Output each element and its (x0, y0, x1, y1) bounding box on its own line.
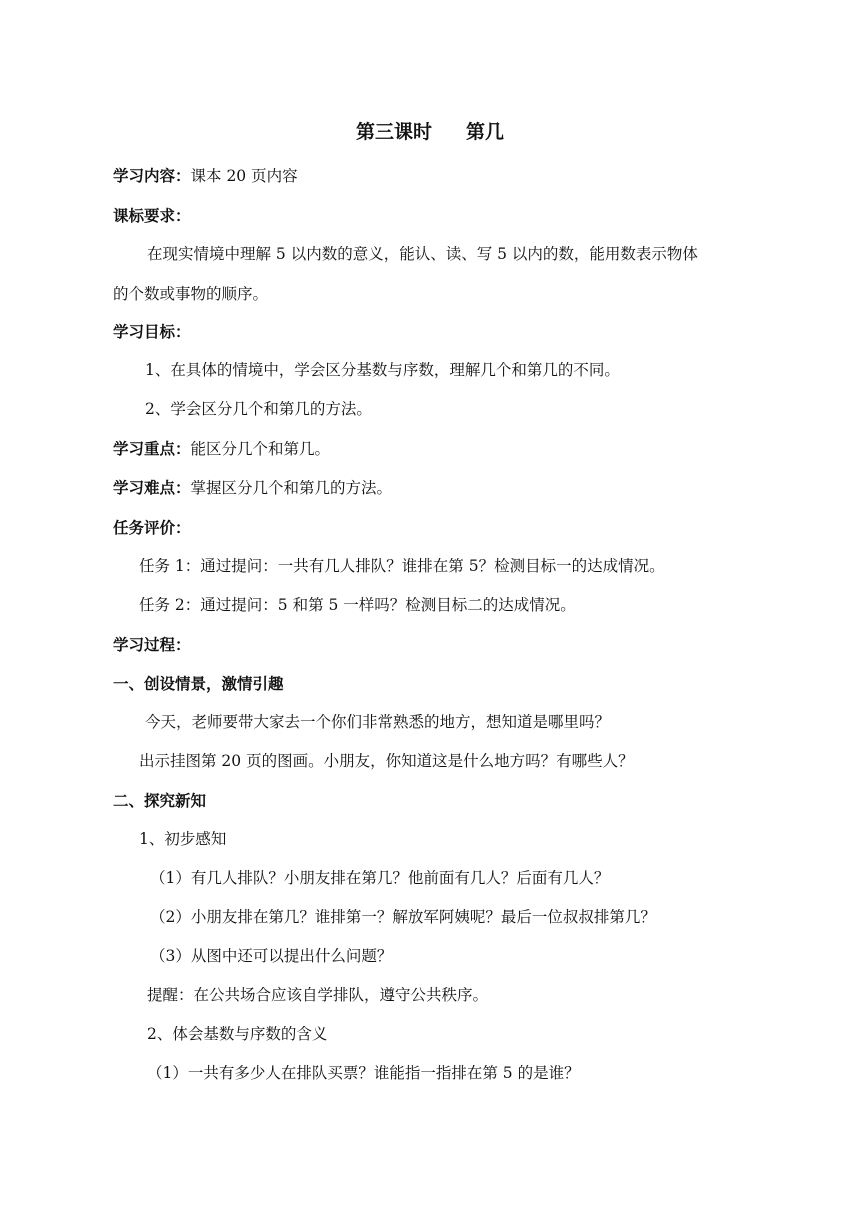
content-line (113, 166, 298, 186)
key-point-label: 学习重点： (113, 440, 191, 458)
standards-line-2: 的个数或事物的顺序。 (113, 285, 269, 303)
title-lesson: 第三课时 (355, 121, 432, 143)
key-point-line (113, 439, 330, 459)
difficulty-line (113, 478, 392, 498)
content-text: 课本 20 页内容 (190, 167, 298, 185)
question-1: （1）有几人排队？小朋友排在第几？他前面有几人？后面有几人？ (150, 869, 610, 887)
evaluation-item-1: 任务 1：通过提问：一共有几人排队？谁排在第 5？检测目标一的达成情况。 (139, 557, 665, 575)
objective-item-2: 2、学会区分几个和第几的方法。 (145, 400, 372, 418)
standards-line-1: 在现实情境中理解 5 以内数的意义，能认、读、写 5 以内的数，能用数表示物体 (147, 245, 698, 263)
difficulty-text: 掌握区分几个和第几的方法。 (190, 479, 393, 497)
section2-sub2: 2、体会基数与序数的含义 (147, 1025, 328, 1043)
evaluation-item-2: 任务 2：通过提问：5 和第 5 一样吗？检测目标二的达成情况。 (139, 596, 576, 614)
question-2-1: （1）一共有多少人在排队买票？谁能指一指排在第 5 的是谁？ (147, 1064, 580, 1082)
key-point-text: 能区分几个和第几。 (190, 440, 331, 458)
title-topic: 第几 (466, 121, 505, 143)
process-label: 学习过程： (113, 636, 191, 654)
section2-sub1: 1、初步感知 (139, 830, 227, 848)
objective-item-1: 1、在具体的情境中，学会区分基数与序数，理解几个和第几的不同。 (145, 361, 620, 379)
difficulty-label: 学习难点： (113, 479, 191, 497)
section1-line-1: 今天，老师要带大家去一个你们非常熟悉的地方，想知道是哪里吗？ (145, 713, 611, 731)
question-2: （2）小朋友排在第几？谁排第一？解放军阿姨呢？最后一位叔叔排第几？ (150, 908, 656, 926)
content-label: 学习内容： (113, 167, 191, 185)
page-title (0, 120, 860, 144)
reminder-line: 提醒：在公共场合应该自学排队，遵守公共秩序。 (147, 986, 489, 1004)
section1-heading: 一、创设情景，激情引趣 (113, 675, 284, 693)
evaluation-label: 任务评价： (113, 519, 191, 537)
standards-label: 课标要求： (113, 207, 191, 225)
section2-heading: 二、探究新知 (113, 792, 207, 810)
section1-line-2: 出示挂图第 20 页的图画。小朋友，你知道这是什么地方吗？有哪些人？ (139, 752, 634, 770)
objectives-label: 学习目标： (113, 323, 191, 341)
question-3: （3）从图中还可以提出什么问题？ (150, 947, 393, 965)
